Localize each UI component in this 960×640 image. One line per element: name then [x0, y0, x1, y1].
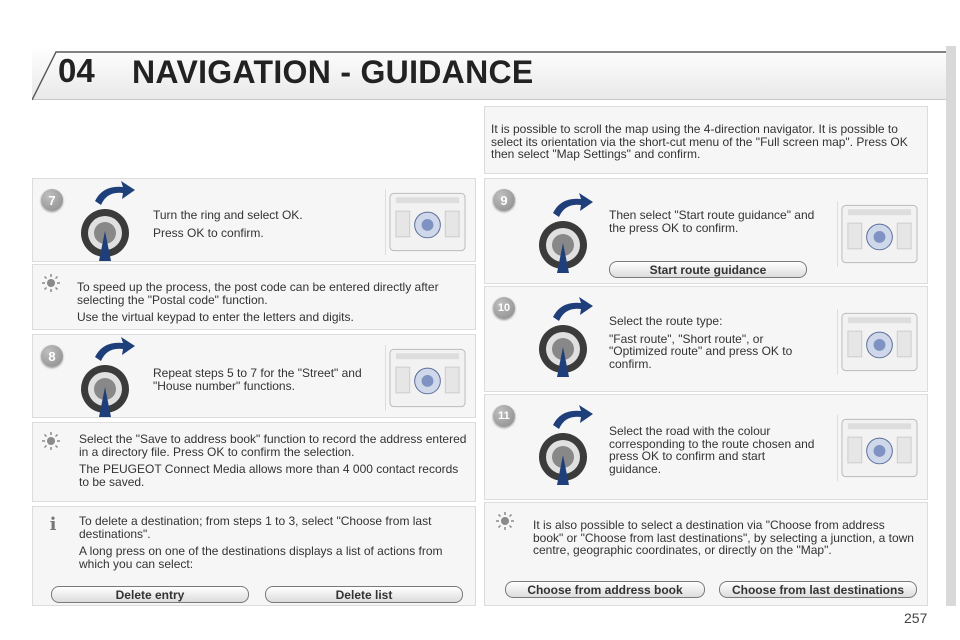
side-rule [946, 46, 956, 606]
device-icon [385, 189, 469, 255]
intro-text: It is possible to scroll the map using the 4-direction navigator. It is possible to select its orientation via the short-cut menu of the "Full screen map". Press OK then select "Map Settings" and confirm. [491, 122, 908, 161]
info-icon: i [49, 513, 57, 535]
step-number: 10 [493, 297, 515, 319]
delete-list-button[interactable]: Delete list [265, 586, 463, 603]
start-route-guidance-button[interactable]: Start route guidance [609, 261, 807, 278]
device-icon [385, 345, 469, 411]
step-9-panel [484, 178, 928, 284]
knob-press-icon [535, 193, 595, 275]
step-7-text [153, 209, 363, 239]
step-text-line: Select the route type: [609, 314, 723, 328]
tip-text [77, 281, 467, 324]
chapter-number: 04 [58, 52, 95, 89]
step-11-panel [484, 394, 928, 500]
step-number: 7 [41, 189, 63, 211]
device-icon [837, 201, 921, 267]
tip-panel-address-book [32, 422, 476, 502]
step-text-line: Repeat steps 5 to 7 for the "Street" and "House number" functions. [153, 366, 362, 393]
step-8-panel [32, 334, 476, 418]
tip-panel-postcode [32, 264, 476, 330]
tip-text [79, 433, 469, 488]
step-number: 8 [41, 345, 63, 367]
info-text [79, 515, 469, 570]
step-11-text [609, 425, 819, 475]
choose-from-address-book-button[interactable]: Choose from address book [505, 581, 705, 598]
knob-press-icon [77, 181, 137, 263]
step-10-panel [484, 286, 928, 392]
tip-text-line: It is also possible to select a destination via "Choose from address book" or "Choose from last destinations", by selecting a junction, a town centre, geographic coordinates, or directly on the "Map". [533, 518, 914, 557]
step-9-text [609, 209, 819, 234]
tip-text-line: Use the virtual keypad to enter the letters and digits. [77, 310, 354, 324]
tip-text-line: To speed up the process, the post code can be entered directly after selecting the "Postal code" function. [77, 280, 439, 307]
intro-panel [484, 106, 928, 174]
step-text-line: Turn the ring and select OK. [153, 208, 303, 222]
lightbulb-tip-icon [41, 273, 61, 293]
info-text-line: A long press on one of the destinations displays a list of actions from which you can select: [79, 544, 443, 571]
info-text-line: To delete a destination; from steps 1 to 3, select "Choose from last destinations". [79, 514, 432, 541]
step-text-line: Select the road with the colour corresponding to the route chosen and press OK to confirm and start guidance. [609, 424, 815, 476]
tip-text-line: Select the "Save to address book" function to record the address entered in a directory file. Press OK to confirm the selection. [79, 432, 467, 459]
lightbulb-tip-icon [41, 431, 61, 451]
device-icon [837, 309, 921, 375]
device-icon [837, 415, 921, 481]
info-panel-delete [32, 506, 476, 606]
knob-press-icon [535, 297, 595, 379]
knob-press-icon [535, 405, 595, 487]
page-number: 257 [904, 610, 928, 626]
tip-panel-destination [484, 502, 928, 606]
tip-text [533, 519, 917, 557]
step-number: 11 [493, 405, 515, 427]
tip-text-line: The PEUGEOT Connect Media allows more than 4 000 contact records to be saved. [79, 462, 459, 489]
choose-from-last-destinations-button[interactable]: Choose from last destinations [719, 581, 917, 598]
lightbulb-tip-icon [495, 511, 515, 531]
step-10-text [609, 315, 819, 370]
step-text-line: "Fast route", "Short route", or "Optimized route" and press OK to confirm. [609, 331, 793, 371]
step-text-line: Press OK to confirm. [153, 225, 264, 240]
knob-press-icon [77, 337, 137, 419]
step-text-line: Then select "Start route guidance" and the press OK to confirm. [609, 208, 815, 235]
step-number: 9 [493, 189, 515, 211]
step-7-panel [32, 178, 476, 262]
step-8-text [153, 367, 363, 392]
page-title: NAVIGATION - GUIDANCE [132, 54, 534, 90]
delete-entry-button[interactable]: Delete entry [51, 586, 249, 603]
